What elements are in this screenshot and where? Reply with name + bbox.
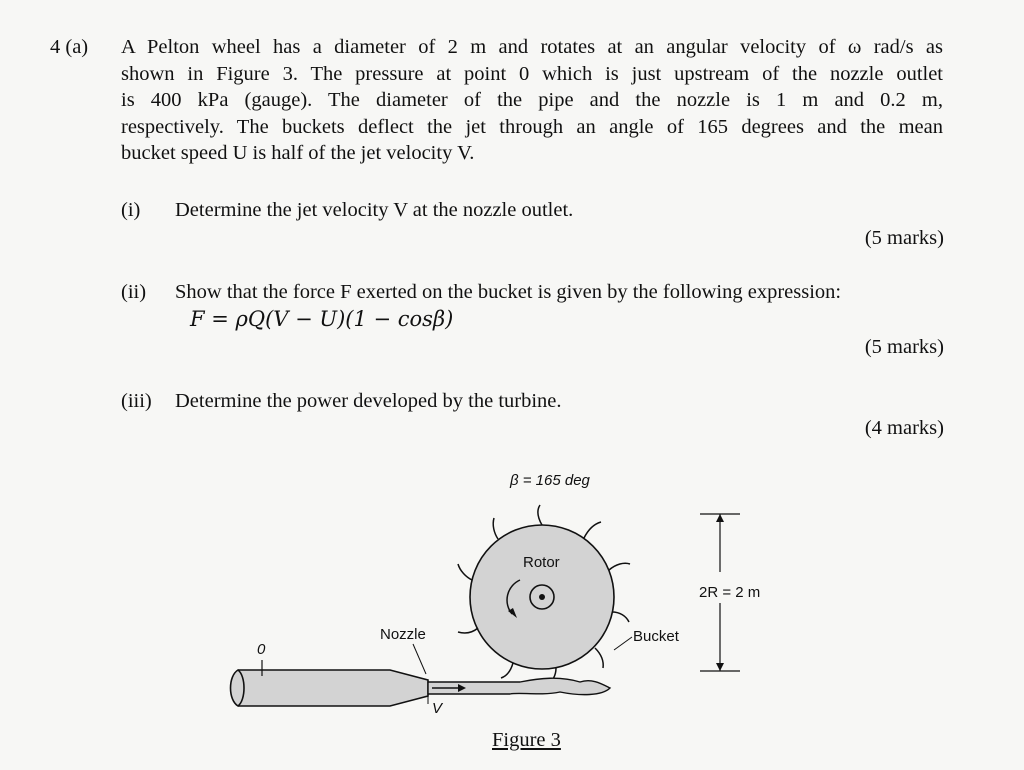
rotor-axis-dot [539,594,545,600]
part-i-marks: (5 marks) [864,227,944,249]
intro-line: respectively. The buckets deflect the jet through an angle of 165 degrees and the mean [121,115,943,138]
part-iii-number: (iii) [121,390,152,412]
point-label: 0 [257,641,266,658]
rotor-label: Rotor [523,554,560,571]
angle-label: β = 165 deg [510,472,590,489]
nozzle-leader [413,644,426,674]
intro-line: is 400 kPa (gauge). The diameter of the pipe and the nozzle is 1 m and 0.2 m, [121,89,943,111]
bucket-leader [614,637,632,650]
figure-caption: Figure 3 [492,729,561,751]
bucket-icon [612,612,629,622]
dimension-arrow-down-icon [716,663,724,671]
part-ii-marks: (5 marks) [864,336,944,358]
intro-line: shown in Figure 3. The pressure at point 0 which is just upstream of the nozzle outlet [121,62,943,85]
pelton-wheel-figure [220,460,790,720]
bucket-icon [609,563,630,570]
supply-pipe [238,670,428,706]
diameter-label: 2R = 2 m [699,584,761,601]
bucket-icon [458,628,478,633]
part-iii-marks: (4 marks) [864,417,944,439]
part-ii-number: (ii) [121,281,147,303]
water-jet [428,678,610,694]
velocity-label: V [432,700,443,717]
nozzle-label: Nozzle [380,626,426,643]
part-i-number: (i) [121,199,141,221]
pipe-end [231,670,245,706]
intro-line: bucket speed U is half of the jet velocity V. [121,142,475,164]
part-i-text: Determine the jet velocity V at the nozzle outlet. [175,199,574,221]
bucket-icon [501,663,513,678]
intro-line: A Pelton wheel has a diameter of 2 m and rotates at an angular velocity of ω rad/s as [121,36,943,58]
bucket-icon [595,648,603,668]
bucket-icon [538,505,542,525]
question-number: 4 (a) [50,36,89,58]
bucket-icon [493,518,498,539]
bucket-icon [458,564,472,580]
question-intro [121,34,943,167]
part-iii-text: Determine the power developed by the turbine. [175,390,562,412]
bucket-icon [584,522,601,538]
part-ii-formula: F = ρQ(V − U)(1 − cosβ) [190,307,454,331]
bucket-label: Bucket [633,628,679,645]
dimension-arrow-up-icon [716,514,724,522]
part-ii-text: Show that the force F exerted on the bucket is given by the following expression: [175,281,842,303]
